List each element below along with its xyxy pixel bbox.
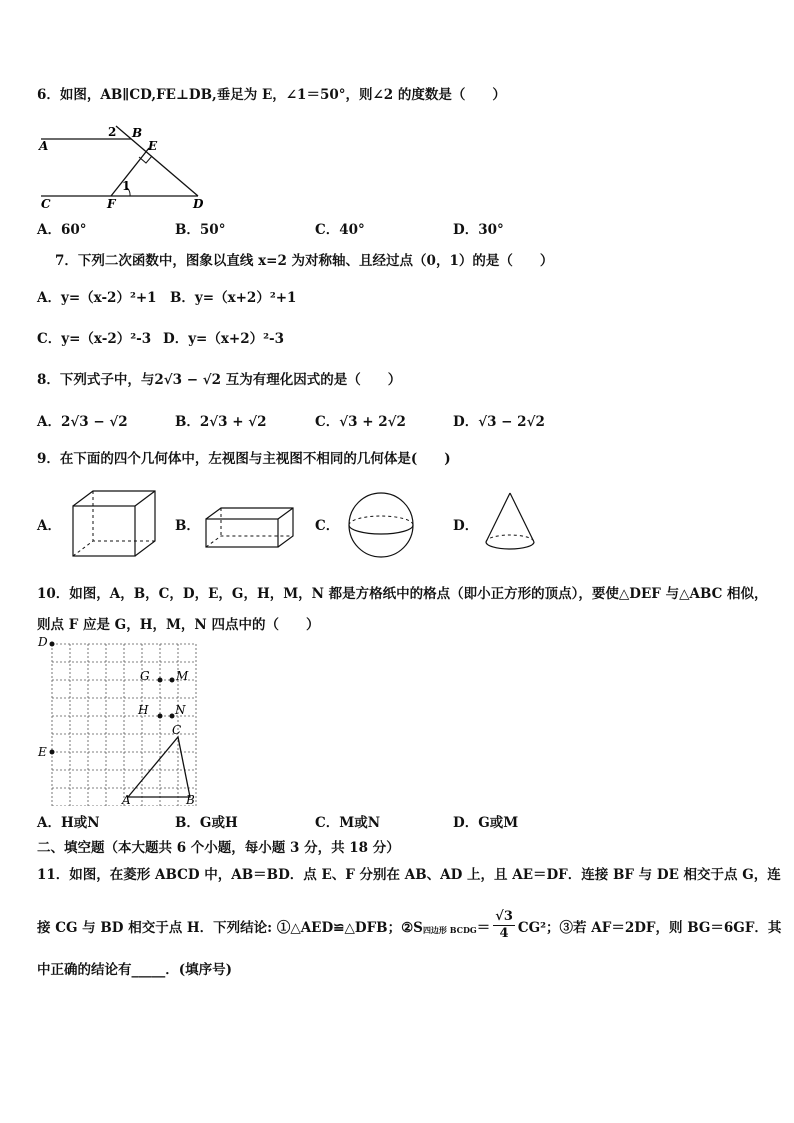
- q10-label-a: A: [122, 793, 131, 806]
- q6-option-c: C．40°: [315, 222, 365, 238]
- q11-line1: 11．如图，在菱形 ABCD 中，AB＝BD．点 E、F 分别在 AB、AD 上，且 AE＝DF．连接 BF 与 DE 相交于点 G，连: [37, 867, 781, 883]
- q6-option-d: D．30°: [453, 222, 504, 238]
- q10-label-d: D: [38, 635, 48, 649]
- q6-stem: 6．如图，AB∥CD,FE⊥DB,垂足为 E，∠1＝50°，则∠2 的度数是（ ）: [37, 87, 506, 103]
- q6-option-b: B．50°: [175, 222, 226, 238]
- q6-label-e: E: [148, 139, 158, 153]
- q10-stem-line1: 10．如图，A，B，C，D，E，G，H，M，N 都是方格纸中的格点（即小正方形的顶点），要使△DEF 与△ABC 相似，: [37, 586, 768, 602]
- q6-option-a: A．60°: [37, 222, 87, 238]
- q11-area-subscript: 四边形 BCDG: [422, 925, 477, 935]
- q6-label-d: D: [193, 197, 204, 210]
- sphere-figure: [345, 491, 417, 559]
- q10-label-m: M: [176, 669, 189, 683]
- q10-option-c: C．M或N: [315, 815, 381, 831]
- q11-fraction: [493, 909, 515, 942]
- q7-option-c: C．y=（x-2）²-3: [37, 331, 152, 347]
- q11-equals: ＝: [476, 919, 491, 936]
- q9-option-d: D．: [453, 518, 479, 534]
- q6-label-a: A: [39, 139, 49, 153]
- q10-label-e: E: [38, 745, 47, 759]
- q7-option-d: D．y=（x+2）²-3: [163, 331, 285, 347]
- cube-figure: [70, 488, 160, 560]
- q7-option-a: A．y=（x-2）²+1: [37, 290, 157, 306]
- q10-label-h: H: [138, 703, 149, 717]
- q11-line2: [37, 909, 781, 942]
- q9-option-b: B．: [175, 518, 200, 534]
- q11-line3: 中正确的结论有_____．(填序号): [37, 962, 233, 978]
- q6-label-1: 1: [122, 179, 131, 193]
- q7-option-b: B．y=（x+2）²+1: [170, 290, 297, 306]
- q10-label-n: N: [175, 703, 186, 717]
- cone-figure: [482, 490, 538, 554]
- q11-line2-part1: 接 CG 与 BD 相交于点 H．下列结论: ①△AED≌△DFB；②S: [37, 919, 423, 936]
- q8-option-a: A．2√3 − √2: [37, 414, 128, 430]
- q8-stem: 8．下列式子中，与2√3 − √2 互为有理化因式的是（ ）: [37, 372, 402, 388]
- q6-label-b: B: [132, 126, 143, 140]
- q10-option-a: A．H或N: [37, 815, 100, 831]
- q6-label-c: C: [41, 197, 51, 210]
- cuboid-figure: [203, 505, 298, 550]
- q6-figure: [36, 124, 211, 210]
- q9-option-a: A．: [37, 518, 61, 534]
- q10-label-g: G: [140, 669, 150, 683]
- q10-option-d: D．G或M: [453, 815, 519, 831]
- q6-label-2: 2: [108, 125, 117, 139]
- q6-label-f: F: [107, 197, 116, 210]
- q10-option-b: B．G或H: [175, 815, 238, 831]
- q8-option-b: B．2√3 + √2: [175, 414, 267, 430]
- q10-stem-line2: 则点 F 应是 G，H，M，N 四点中的（ ）: [37, 617, 320, 633]
- q10-label-b: B: [186, 793, 195, 806]
- q9-stem: 9．在下面的四个几何体中，左视图与主视图不相同的几何体是( ): [37, 451, 451, 467]
- q10-label-c: C: [172, 723, 182, 737]
- q7-stem: 7．下列二次函数中，图象以直线 x=2 为对称轴、且经过点（0，1）的是（ ）: [55, 253, 554, 269]
- section-heading: 二、填空题（本大题共 6 个小题，每小题 3 分，共 18 分）: [37, 840, 400, 856]
- q11-line2-part2: CG²；③若 AF＝2DF，则 BG＝6GF．其: [517, 919, 782, 936]
- q11-fraction-numerator: √3: [495, 909, 513, 924]
- q8-option-d: D．√3 − 2√2: [453, 414, 545, 430]
- q11-fraction-denominator: 4: [499, 926, 509, 941]
- q8-option-c: C．√3 + 2√2: [315, 414, 406, 430]
- q9-option-c: C．: [315, 518, 340, 534]
- q10-grid-figure: [36, 634, 206, 806]
